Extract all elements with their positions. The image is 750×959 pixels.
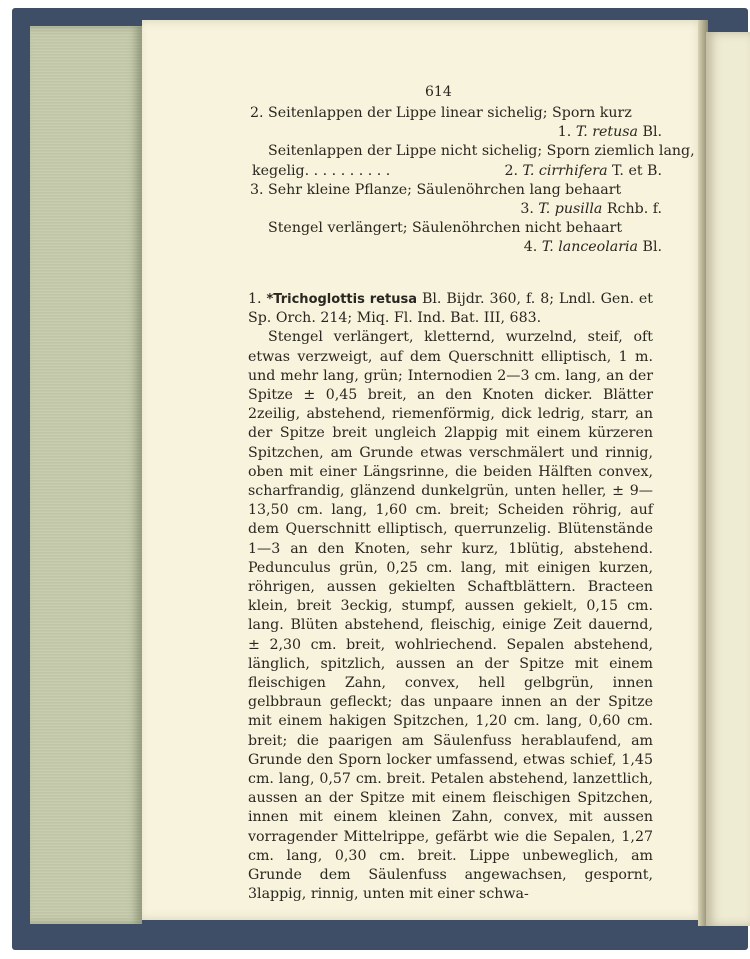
entry-species-name: *Trichoglottis retusa — [266, 292, 417, 307]
key-lead-3: 3. Sehr kleine Pflanze; Säulenöhrchen lang behaart — [250, 181, 622, 198]
key-lead-1: 2. Seitenlappen der Lippe linear sichelig; Sporn kurz — [250, 105, 632, 121]
key-result-species: T. lanceolaria — [541, 239, 638, 256]
key-result-1 — [250, 123, 662, 142]
page-edges — [30, 26, 142, 924]
key-lead-2-cont: kegelig. . . . . . . . . . — [252, 162, 391, 179]
key-result-author: Rchb. f. — [606, 201, 662, 218]
key-result-species: T. cirrhifera — [522, 162, 608, 179]
key-result-4 — [250, 238, 662, 257]
facing-page — [706, 32, 750, 926]
species-entry — [248, 290, 653, 905]
key-lead-2: Seitenlappen der Lippe nicht sichelig; Sporn ziemlich lang, — [268, 143, 695, 160]
key-result-species: T. pusilla — [538, 201, 603, 218]
key-result-number: 4. — [523, 239, 538, 256]
key-result-author: Bl. — [642, 124, 662, 141]
key-lead-4: Stengel verlängert; Säulenöhrchen nicht behaart — [268, 220, 623, 237]
identification-key — [250, 104, 695, 258]
key-result-number: 1. — [557, 124, 572, 141]
key-result-author: T. et B. — [612, 162, 662, 179]
key-result-2 — [250, 162, 662, 181]
entry-description: Stengel verlängert, kletternd, wurzelnd, steif, oft etwas verzweigt, auf dem Querschnitt elliptisch, 1 m. und mehr lang, grün; Internodien 2—3 cm. lang, an der Spitze ± 0,45 breit, an den Knoten dicker. Blätter 2zeilig, abstehend, riemenförmig, dick ledrig, starr, an der Spitze breit ungleich 2lappig mit einem kürzeren Spitzchen, am Grunde etwas verschmälert und rinnig, oben mit einer Längsrinne, die beiden Hälften convex, scharfrandig, glänzend dunkelgrün, unten heller, ± 9—13,50 cm. lang, 1,60 cm. breit; Scheiden röhrig, auf dem Querschnitt elliptisch, querrunzelig. Blütenstände 1—3 an den Knoten, sehr kurz, 1blütig, abstehend. Pedunculus grün, 0,25 cm. lang, mit einigen kurzen, röhrigen, aussen gekielten Schaftblättern. Bracteen klein, breit 3eckig, stumpf, aussen gekielt, 0,15 cm. lang. Blüten abstehend, fleischig, einige Zeit dauernd, ± 2,30 cm. breit, wohlriechend. Sepalen abstehend, länglich, spitzlich, aussen an der Spitze mit einem fleischigen Zahn, convex, hell gelbgrün, innen gelbbraun gefleckt; das unpaare innen an der Spitze mit einem hakigen Spitzchen, 1,20 cm. lang, 0,60 cm. breit; die paarigen am Säulenfuss herablaufend, am Grunde den Sporn locker umfassend, etwas schief, 1,45 cm. lang, 0,57 cm. breit. Petalen abstehend, lanzettlich, aussen an der Spitze mit einem fleischigen Spitzchen, innen mit einem kleinen Zahn, convex, mit aussen vorragender Mittelrippe, gefärbt wie die Sepalen, 1,27 cm. lang, 0,30 cm. breit. Lippe unbeweglich, am Grunde dem Säulenfuss angewachsen, gespornt, 3lappig, rinnig, unten mit einer schwa- — [248, 329, 653, 903]
key-result-author: Bl. — [642, 239, 662, 256]
entry-heading — [248, 290, 653, 328]
key-result-3 — [250, 200, 662, 219]
key-result-number: 2. — [504, 162, 518, 179]
entry-number: 1. — [248, 291, 262, 307]
key-result-number: 3. — [520, 201, 534, 218]
page-number: 614 — [425, 84, 452, 100]
entry-citation: Bl. Bijdr. 360, f. 8; Lndl. Gen. et Sp. Orch. 214; Miq. Fl. Ind. Bat. III, 683. — [248, 291, 654, 327]
key-result-species: T. retusa — [575, 124, 638, 141]
